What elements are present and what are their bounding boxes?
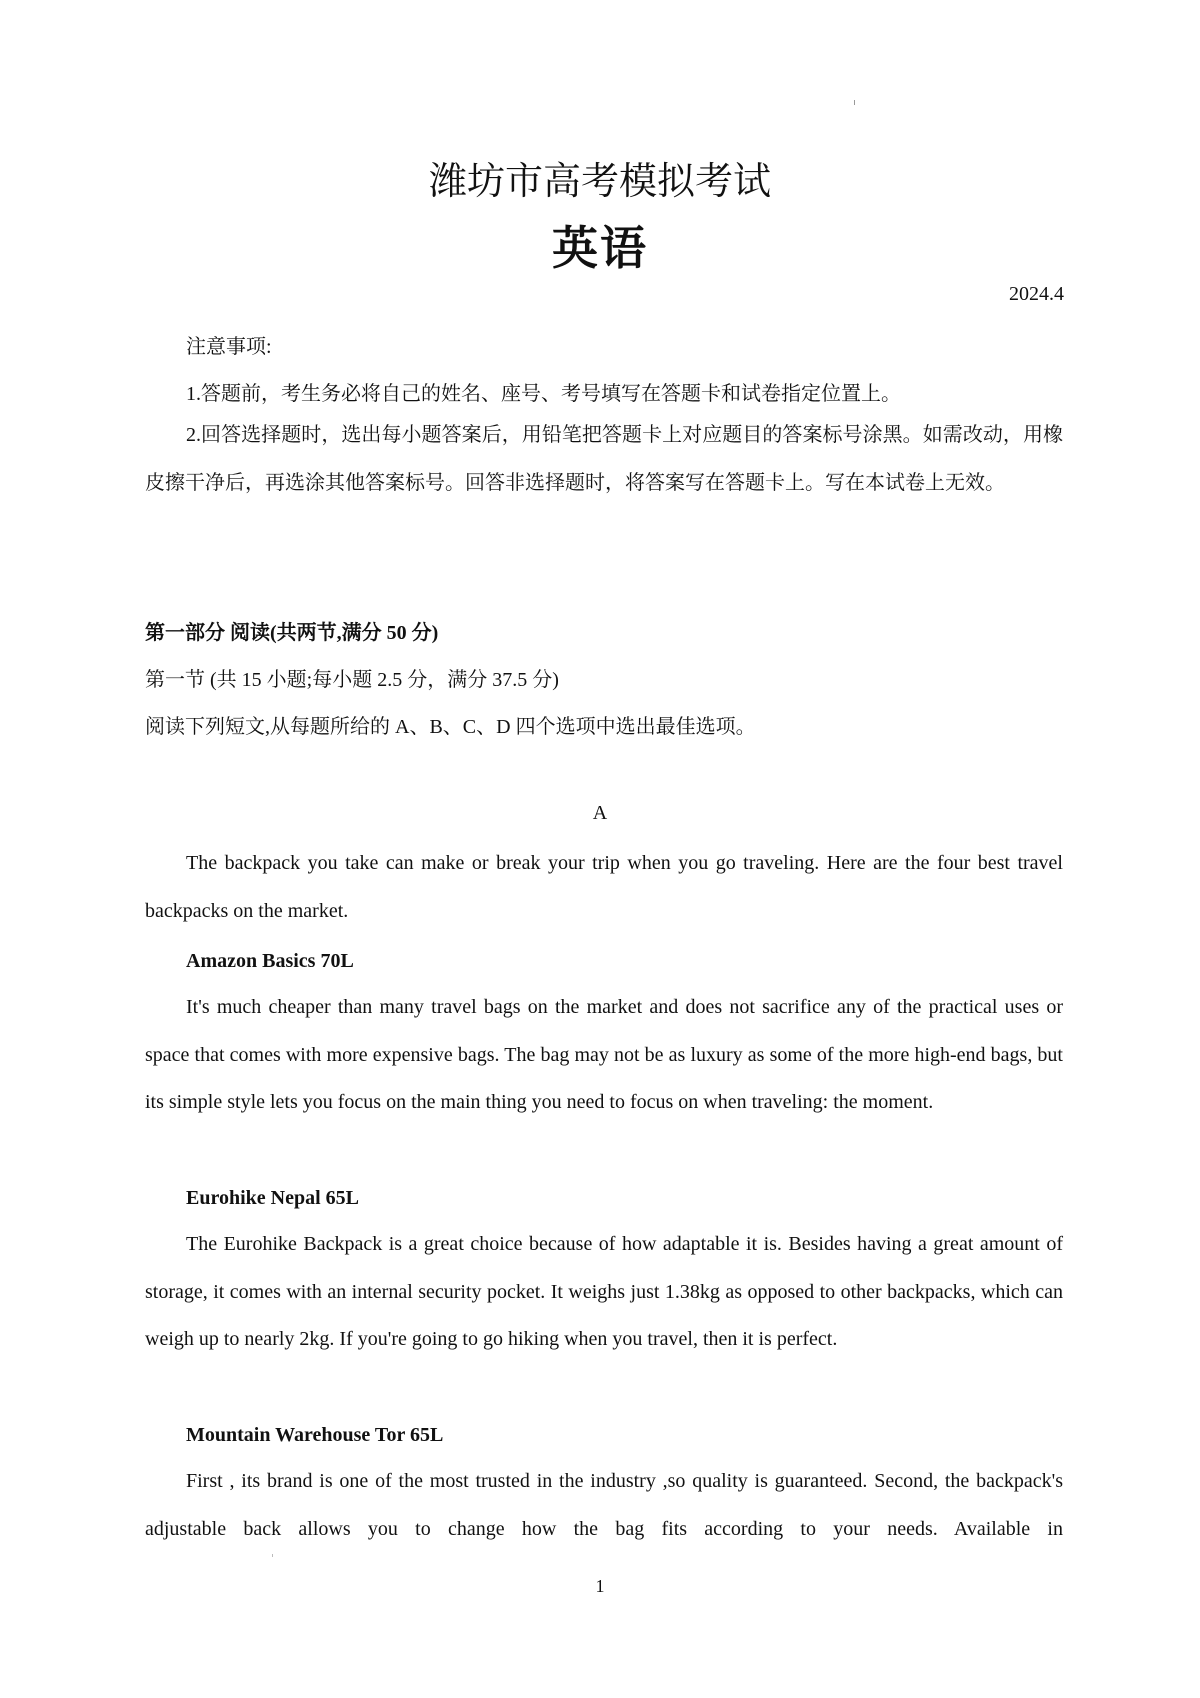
section-instruction: 阅读下列短文,从每题所给的 A、B、C、D 四个选项中选出最佳选项。 — [145, 716, 756, 738]
product-description: First , its brand is one of the most trusted in the industry ,so quality is guaranteed. Second, the backpack's adjustable back allows you to change how the bag fits according to your needs. Available in — [145, 1470, 1063, 1540]
product-name: Eurohike Nepal 65L — [186, 1187, 359, 1209]
page-number: 1 — [595, 1576, 605, 1596]
notice-heading: 注意事项: — [186, 336, 272, 358]
product-name: Mountain Warehouse Tor 65L — [186, 1424, 444, 1446]
passage-label: A — [592, 802, 608, 824]
exam-date: 2024.4 — [1009, 283, 1064, 305]
exam-title: 潍坊市高考模拟考试 — [428, 161, 771, 203]
subsection-heading: 第一节 (共 15 小题;每小题 2.5 分，满分 37.5 分) — [145, 669, 559, 691]
passage-intro: The backpack you take can make or break your trip when you go traveling. Here are the four best travel backpacks on the market. — [145, 852, 1063, 922]
product-name: Amazon Basics 70L — [186, 950, 354, 972]
part-heading: 第一部分 阅读(共两节,满分 50 分) — [145, 622, 439, 644]
product-description: It's much cheaper than many travel bags on the market and does not sacrifice any of the practical uses or space that comes with more expensive bags. The bag may not be as luxury as some of the more high-end bags, but its simple style lets you focus on the main thing you need to focus on when traveling: the moment. — [145, 996, 1063, 1113]
subject-title: 英语 — [552, 223, 648, 274]
notice-item-2: 2.回答选择题时，选出每小题答案后，用铅笔把答题卡上对应题目的答案标号涂黑。如需改动，用橡皮擦干净后，再选涂其他答案标号。回答非选择题时，将答案写在答题卡上。写在本试卷上无效。 — [145, 424, 1063, 494]
product-description: The Eurohike Backpack is a great choice because of how adaptable it is. Besides having a great amount of storage, it comes with an internal security pocket. It weighs just 1.38kg as opposed to other backpacks, which can weigh up to nearly 2kg. If you're going to go hiking when you travel, then it is perfect. — [145, 1233, 1063, 1350]
notice-item-1: 1.答题前，考生务必将自己的姓名、座号、考号填写在答题卡和试卷指定位置上。 — [186, 383, 901, 405]
scan-speck — [854, 100, 855, 105]
scan-speck — [272, 1554, 273, 1557]
